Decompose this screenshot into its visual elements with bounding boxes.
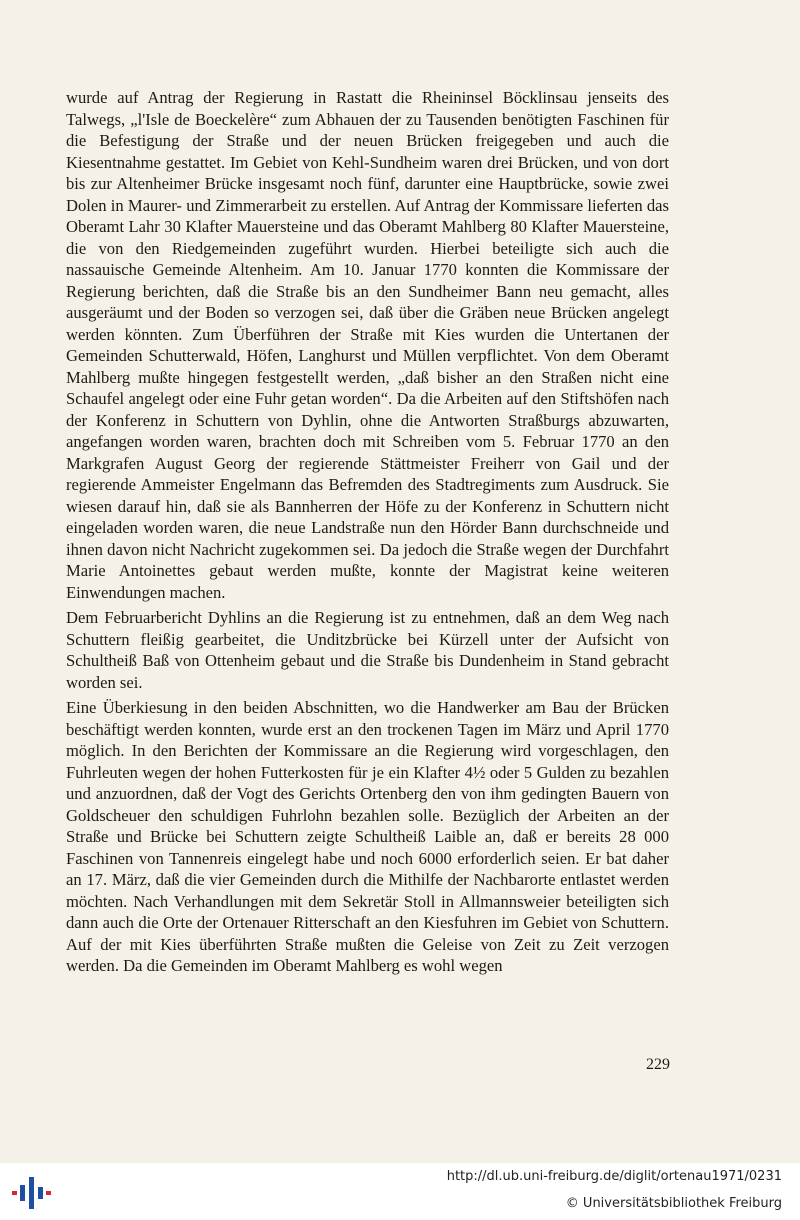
copyright-notice: © Universitätsbibliothek Freiburg <box>565 1196 782 1211</box>
source-url-link[interactable]: http://dl.ub.uni-freiburg.de/diglit/ortenau1971/0231 <box>446 1169 782 1184</box>
ub-freiburg-logo-icon[interactable] <box>10 1173 52 1213</box>
paragraph-2: Dem Februarbericht Dyhlins an die Regierung ist zu entnehmen, daß an dem Weg nach Schuttern fleißig gearbeitet, die Unditzbrücke bei Kürzell unter der Aufsicht von Schultheiß Baß von Ottenheim gebaut und die Straße bis Dundenheim in Stand gebracht worden sei. <box>66 608 669 692</box>
viewer-footer <box>0 1163 800 1220</box>
paragraph-3: Eine Überkiesung in den beiden Abschnitten, wo die Handwerker am Bau der Brücken beschäftigt werden konnten, wurde erst an den trockenen Tagen im März und April 1770 möglich. In den Berichten der Kommissare an die Regierung wird vorgeschlagen, den Fuhrleuten wegen der hohen Futterkosten für je ein Klafter 4½ oder 5 Gulden zu bezahlen und anzuordnen, daß der Vogt des Gerichts Ortenberg den von ihm gedingten Bauern von Goldscheuer den schuldigen Fuhrlohn bezahlen solle. Bezüglich der Arbeiten an der Straße und Brücke bei Schuttern zeigte Schultheiß Laible an, daß er bereits 28 000 Faschinen von Tannenreis eingelegt habe und noch 6000 erforderlich seien. Er bat daher an 17. März, daß die vier Gemeinden durch die Mithilfe der Nachbarorte entlastet werden möchten. Nach Verhandlungen mit dem Sekretär Stoll in Allmannsweier beteiligten sich dann auch die Orte der Ortenauer Ritterschaft an den Kiesfuhren im Gebiet von Schuttern. Auf der mit Kies überführten Straße mußten die Geleise von Zeit zu Zeit verzogen werden. Da die Gemeinden im Oberamt Mahlberg es wohl wegen <box>66 698 669 975</box>
paragraph-1: wurde auf Antrag der Regierung in Rastatt die Rheininsel Böcklinsau jenseits des Talwegs, „l'Isle de Boeckelère“ zum Abhauen der zu Tausenden benötigten Faschinen für die Befestigung der Straße und der neuen Brücken freigegeben und auch die Kiesentnahme gestattet. Im Gebiet von Kehl-Sundheim waren drei Brücken, und von dort bis zur Altenheimer Brücke insgesamt noch fünf, darunter eine Hauptbrücke, sowie zwei Dolen in Maurer- und Zimmerarbeit zu erstellen. Auf Antrag der Kommissare lieferten das Oberamt Lahr 30 Klafter Mauersteine und das Oberamt Mahlberg 80 Klafter Mauersteine, die von den Riedgemeinden zugeführt wurden. Hierbei beteiligte sich auch die nassauische Gemeinde Altenheim. Am 10. Januar 1770 konnten die Kommissare der Regierung berichten, daß die Straße bis an den Sundheimer Bann neu gemacht, alles ausgeräumt und der Boden so verzogen sei, daß über die Gräben neue Brücken angelegt werden könnten. Zum Überführen der Straße mit Kies wurden die Untertanen der Gemeinden Schutterwald, Höfen, Langhurst und Müllen verpflichtet. Von dem Oberamt Mahlberg mußte hingegen festgestellt werden, „daß bisher an den Straßen nicht eine Schaufel angelegt oder eine Fuhr getan worden“. Da die Arbeiten auf den Stiftshöfen nach der Konferenz in Schuttern von Dyhlin, ohne die Antworten Straßburgs abzuwarten, angefangen worden waren, brachten doch mit Schreiben vom 5. Februar 1770 an den Markgrafen August Georg der regierende Stättmeister Freiherr von Gail und der regierende Ammeister Engelmann das Befremden des Stadtregiments zum Ausdruck. Sie wiesen darauf hin, daß sie als Bannherren der Höfe zu der Konferenz in Schuttern nicht eingeladen worden waren, die neue Landstraße nun den Hörder Bann durchschneide und ihnen davon nicht Nachricht zugekommen sei. Da jedoch die Straße wegen der Durchfahrt Marie Antoinettes gebaut werden mußte, konnte der Magistrat keine weiteren Einwendungen machen. <box>66 88 669 602</box>
body-text <box>66 87 669 981</box>
page-number: 229 <box>646 1056 670 1073</box>
